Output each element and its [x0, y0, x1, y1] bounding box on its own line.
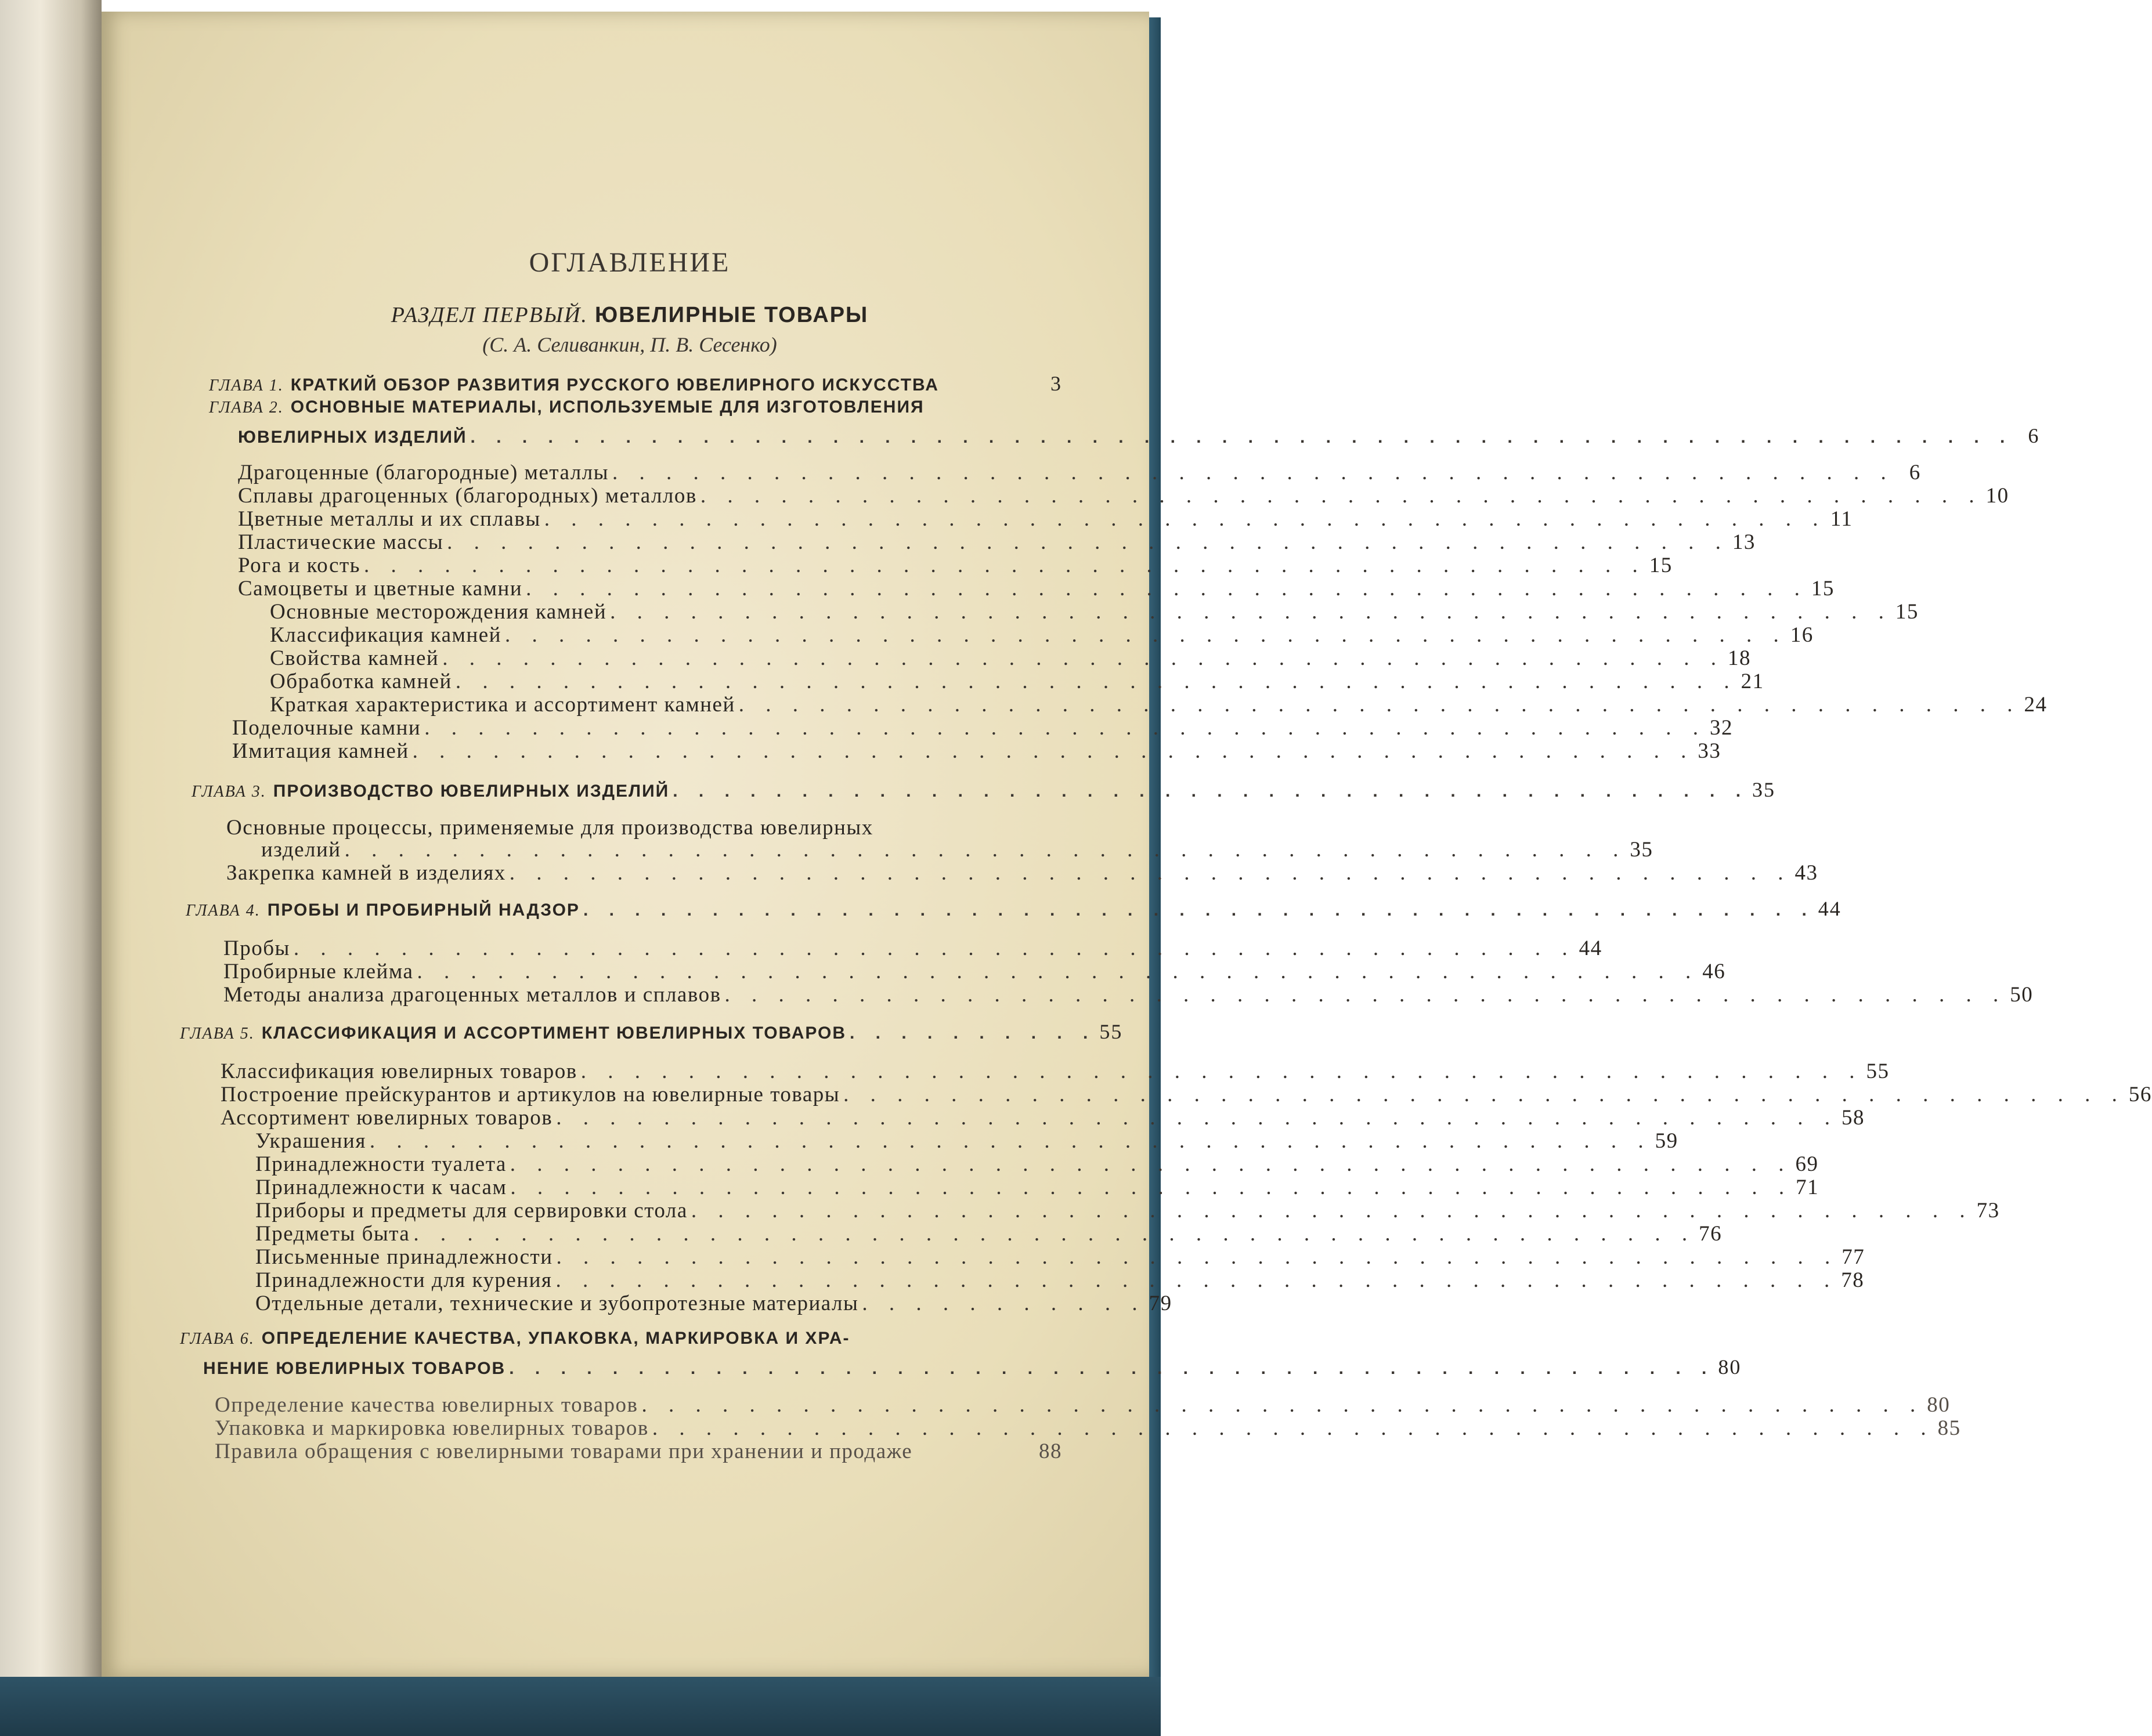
entry-label: Классификация ювелирных товаров — [221, 1059, 577, 1083]
page-number: 59 — [1655, 1129, 1678, 1153]
leader-dots: . . . . . . . . . . . . . . . . . . . . . . . . . . . . . . . . . . . . . . . . . . . . . . . . — [293, 936, 1576, 960]
leader-dots: . . . . . . . . . . — [850, 1023, 1096, 1043]
page-number: 44 — [1579, 936, 1602, 960]
entry-label: Цветные металлы и их сплавы — [238, 507, 541, 531]
toc-entry[interactable] — [255, 1221, 1723, 1246]
page-number: 85 — [1937, 1416, 1961, 1440]
toc-entry[interactable] — [255, 1152, 1819, 1177]
toc-chapter-6-cont[interactable] — [203, 1355, 1742, 1379]
leader-dots: . . . . . . . . . . . . . . . . . . . . . . . . . . . . . . . . . . . . . . . . . . . . . . . . — [738, 693, 2021, 717]
toc-entry[interactable] — [226, 815, 1062, 840]
toc-chapter-4[interactable] — [186, 896, 1842, 921]
entry-label: Принадлежности к часам — [255, 1176, 507, 1199]
toc-entry[interactable] — [255, 1129, 1678, 1153]
leader-dots: . . . . . . . . . . . . . . . . . . . . . . . . . . . . . . . . . . . . . . . . . . . . . . . . — [652, 1416, 1934, 1440]
toc-entry[interactable] — [223, 982, 2034, 1007]
entry-label: Предметы быта — [255, 1222, 410, 1246]
part-authors: (С. А. Селиванкин, П. В. Сесенко) — [482, 333, 777, 356]
toc-chapter-2[interactable] — [209, 397, 1062, 417]
leader-dots: . . . . . . . . . . . . . . . . . . . . . . . . . . . . . . . . . . . . . . . . . . . . . . . . — [556, 1106, 1838, 1130]
entry-label: Рога и кость — [238, 554, 361, 577]
leader-dots: . . . . . . . . . . . . . . . . . . . . . . . . . . . . . . . . . . . . . . . . . . . . . . . . — [424, 716, 1706, 740]
leader-dots: . . . . . . . . . . . . . . . . . . . . . . . . . . . . . . . . . . . . . . . . . . . . . . . . — [555, 1268, 1838, 1292]
entry-label: Краткая характеристика и ассортимент камней — [270, 693, 735, 717]
page-number: 3 — [1050, 372, 1062, 395]
leader-dots: . . . . . . . . . . . . . . . . . . . . . . . . . . . . . . . . . . . . . . . . . . . . . . . . — [700, 484, 1983, 508]
leader-dots: . . . . . . . . . . . . . . . . . . . . . . . . . . . . . . . . . . . . . . . . . . . . . . . . — [556, 1245, 1839, 1269]
part-heading — [180, 302, 1079, 328]
page-number: 76 — [1699, 1222, 1723, 1246]
entry-label: Сплавы драгоценных (благородных) металлов — [238, 484, 697, 508]
toc-entry[interactable] — [270, 669, 1764, 694]
toc-entry[interactable] — [255, 1245, 1865, 1270]
chapter-label: ГЛАВА 3. ПРОИЗВОДСТВО ЮВЕЛИРНЫХ ИЗДЕЛИЙ — [192, 782, 670, 801]
entry-label: Ассортимент ювелирных товаров — [221, 1106, 553, 1130]
toc-chapter-6[interactable] — [180, 1329, 1062, 1348]
entry-label: Принадлежности для курения — [255, 1268, 553, 1292]
page-number: 44 — [1818, 897, 1842, 920]
leader-dots: . . . . . . . . . . . . . . . . . . . . . . . . . . . . . . . . . . . . . . . . . . . . . . . . — [364, 554, 1646, 577]
toc-title: ОГЛАВЛЕНИЕ — [529, 247, 731, 278]
entry-label: Самоцветы и цветные камни — [238, 577, 523, 601]
leader-dots: . . . . . . . . . . . . . . . . . . . . . . . . . . . . . . . . . . . . . . . . . . . . . . . — [509, 1359, 1715, 1378]
page-number: 55 — [1099, 1020, 1123, 1043]
entry-label: Драгоценные (благородные) металлы — [238, 461, 609, 484]
leader-dots: . . . . . . . . . . . . . . . . . . . . . . . . . . . . . . . . . . . . . . . . . . . . . . . . — [526, 577, 1808, 601]
page-number: 71 — [1796, 1176, 1819, 1199]
toc-entry[interactable] — [255, 1268, 1865, 1293]
leader-dots: . . . . . . . . . . . . . . . . . . . . . . . . . . . . . . . . . . . . . . . . . . . . . . . . — [413, 1222, 1696, 1246]
leader-dots: . . . . . . . . . . . . . . . . . . . . . . . . . . . . . . . . . . . . . . . . . . . . . . . . — [369, 1129, 1652, 1153]
leader-dots: . . . . . . . . . . . . . . . . . . . . . . . . . . . . . . . . . . . . . . . . . . . . . . . . — [544, 507, 1826, 531]
page-number: 58 — [1841, 1106, 1865, 1130]
toc-entry[interactable] — [255, 1175, 1819, 1200]
toc-entry[interactable] — [232, 739, 1721, 764]
page-number: 80 — [1927, 1393, 1951, 1417]
entry-label: Пробы — [223, 936, 290, 960]
page-number: 43 — [1794, 861, 1818, 885]
leader-dots: . . . . . . . . . . . . . . . . . . . . . . . . . . . . . . . . . . . . . . . . . . . . . . . . — [447, 530, 1729, 554]
toc-entry[interactable] — [238, 530, 1756, 555]
toc-entry[interactable] — [221, 1059, 1890, 1084]
leader-dots: . . . . . . . . . . . . . . . . . . . . . . . . . . . . . . . . . . . . . . . . . . . . . . . . — [344, 838, 1627, 862]
entry-label: Свойства камней — [270, 646, 439, 670]
page-number: 79 — [1149, 1292, 1172, 1315]
page-number: 73 — [1976, 1199, 2000, 1223]
page-number: 50 — [2010, 983, 2034, 1007]
chapter-label: ГЛАВА 2. ОСНОВНЫЕ МАТЕРИАЛЫ, ИСПОЛЬЗУЕМЫЕ ДЛЯ ИЗГОТОВЛЕНИЯ — [209, 397, 925, 417]
leader-dots: . . . . . . . . . . . . . . . . . . . . . . . . . . . . . . . . . . . . . . . . . . . . . . . . — [455, 670, 1738, 693]
toc-entry[interactable] — [215, 1416, 1961, 1441]
entry-label: Правила обращения с ювелирными товарами при хранении и продаже — [215, 1440, 913, 1463]
entry-label: Имитация камней — [232, 739, 409, 763]
page-number: 6 — [2028, 424, 2040, 447]
entry-label: Приборы и предметы для сервировки стола — [255, 1199, 688, 1223]
leader-dots: . . . . . . . . . . . . . . . . . . . . . . . . . . . . . . . . . . . . . . . . . . . . . . . . — [583, 900, 1815, 920]
entry-label: Упаковка и маркировка ювелирных товаров — [215, 1416, 649, 1440]
entry-label-cont: изделий — [261, 838, 341, 862]
page-number: 56 — [2128, 1083, 2152, 1106]
toc-entry[interactable] — [270, 623, 1814, 648]
leader-dots: . . . . . . . . . . . . . . . . . . . . . . . . . . . . . . . . . . . . . . . . . . . . . . . . — [580, 1059, 1863, 1083]
page-number: 6 — [1909, 461, 1921, 484]
toc-entry[interactable] — [238, 576, 1835, 601]
page-number: 35 — [1752, 778, 1776, 801]
page-number: 11 — [1830, 507, 1853, 531]
page-number: 15 — [1895, 600, 1919, 624]
toc-chapter-5[interactable] — [180, 1019, 1123, 1044]
toc-entry[interactable] — [238, 507, 1853, 531]
toc-entry[interactable] — [255, 1291, 1172, 1316]
toc-entry[interactable] — [270, 599, 1919, 624]
entry-label: Отдельные детали, технические и зубопротезные материалы — [255, 1292, 859, 1315]
chapter-label-cont: ЮВЕЛИРНЫХ ИЗДЕЛИЙ — [238, 428, 467, 447]
leader-dots: . . . . . . . . . . . . . . . . . . . . . . . . . . . . . . . . . . . . . . . . . . . . . . . . — [509, 861, 1792, 885]
chapter-label-cont: НЕНИЕ ЮВЕЛИРНЫХ ТОВАРОВ — [203, 1359, 506, 1378]
page-number: 80 — [1718, 1355, 1742, 1379]
entry-label: Классификация камней — [270, 623, 501, 647]
toc-entry[interactable] — [255, 1198, 2000, 1223]
toc-entry[interactable] — [223, 959, 1726, 984]
page-number: 78 — [1841, 1268, 1865, 1292]
leader-dots: . . . . . . . . . . . . . . . . . . . . . . . . . . . . . . . . . . . . . . . . . . . . . . . . — [724, 983, 2007, 1007]
page-number: 15 — [1649, 554, 1673, 577]
entry-label: Пластические массы — [238, 530, 444, 554]
toc-entry[interactable] — [232, 715, 1733, 740]
entry-label: Методы анализа драгоценных металлов и сплавов — [223, 983, 721, 1007]
chapter-label: ГЛАВА 1. КРАТКИЙ ОБЗОР РАЗВИТИЯ РУССКОГО ЮВЕЛИРНОГО ИСКУССТВА — [209, 375, 939, 395]
leader-dots: . . . . . . . . . . . . . . . . . . . . . . . . . . . . . . . . . . . . . . . . . . . . . . . . — [412, 739, 1695, 763]
page-number: 15 — [1811, 577, 1835, 601]
page-number: 32 — [1709, 716, 1733, 740]
toc-entry[interactable] — [215, 1439, 1062, 1464]
toc-entry[interactable] — [223, 936, 1602, 961]
leader-dots: . . . . . . . . . . . . . . . . . . . . . . . . . . . . . . . . . . . . . . . . . . . . . . . . — [510, 1176, 1793, 1199]
entry-label: Построение прейскурантов и артикулов на ювелирные товары — [221, 1083, 840, 1106]
entry-label: Поделочные камни — [232, 716, 421, 740]
page-number: 16 — [1790, 623, 1814, 647]
leader-dots: . . . . . . . . . . . . . . . . . . . . . . . . . . . . . . . . . . . . . . . . . . . . . . . . . . . . . . . . . . . . — [470, 428, 2013, 447]
toc-entry[interactable] — [221, 1082, 2152, 1107]
entry-label: Пробирные клейма — [223, 960, 414, 983]
toc-entry[interactable] — [238, 483, 2009, 508]
toc-entry-cont[interactable] — [261, 837, 1653, 862]
chapter-label: ГЛАВА 5. КЛАССИФИКАЦИЯ И АССОРТИМЕНТ ЮВЕЛИРНЫХ ТОВАРОВ — [180, 1023, 846, 1043]
leader-dots: . . . . . . . . . . . . . . . . . . . . . . . . . . . . . . . . . . . . . . . . . . . . . . . . — [417, 960, 1699, 983]
leader-dots: . . . . . . . . . . . . . . . . . . . . . . . . . . . . . . . . . . . . . . . . . . . . . . . . — [510, 1152, 1792, 1176]
chapter-label: ГЛАВА 6. ОПРЕДЕЛЕНИЕ КАЧЕСТВА, УПАКОВКА, МАРКИРОВКА И ХРА- — [180, 1329, 850, 1348]
entry-label: Принадлежности туалета — [255, 1152, 507, 1176]
page-number: 88 — [1039, 1440, 1062, 1463]
page-number: 55 — [1866, 1059, 1890, 1083]
entry-label: Основные процессы, применяемые для производства ювелирных — [226, 816, 873, 840]
page-number: 18 — [1727, 646, 1751, 670]
entry-label: Определение качества ювелирных товаров — [215, 1393, 638, 1417]
book-left-edge — [0, 0, 102, 1736]
page-number: 46 — [1702, 960, 1726, 983]
page-number: 21 — [1741, 670, 1764, 693]
page-number: 35 — [1630, 838, 1653, 862]
entry-label: Письменные принадлежности — [255, 1245, 553, 1269]
toc-entry[interactable] — [238, 553, 1673, 578]
toc-entry[interactable] — [238, 460, 1921, 485]
chapter-label: ГЛАВА 4. ПРОБЫ И ПРОБИРНЫЙ НАДЗОР — [186, 900, 580, 920]
leader-dots: . . . . . . . . . . . . . . . . . . . . . . . . . . . . . . . . . . . . . . . . . . — [673, 782, 1749, 801]
toc-entry[interactable] — [270, 646, 1751, 671]
page-number: 69 — [1795, 1152, 1819, 1176]
entry-label: Закрепка камней в изделиях — [226, 861, 506, 885]
part-label: РАЗДЕЛ ПЕРВЫЙ. — [391, 303, 588, 327]
leader-dots: . . . . . . . . . . . . . . . . . . . . . . . . . . . . . . . . . . . . . . . . . . . . . . . . — [504, 623, 1787, 647]
leader-dots: . . . . . . . . . . . — [862, 1292, 1146, 1315]
toc-entry[interactable] — [226, 860, 1818, 885]
page-number: 33 — [1698, 739, 1721, 763]
page-number: 24 — [2024, 693, 2048, 717]
leader-dots: . . . . . . . . . . . . . . . . . . . . . . . . . . . . . . . . . . . . . . . . . . . . . . . . — [691, 1199, 1973, 1223]
page-number: 13 — [1732, 530, 1756, 554]
entry-label: Основные месторождения камней — [270, 600, 607, 624]
part-name: ЮВЕЛИРНЫЕ ТОВАРЫ — [595, 303, 869, 327]
toc-entry[interactable] — [221, 1105, 1865, 1130]
leader-dots: . . . . . . . . . . . . . . . . . . . . . . . . . . . . . . . . . . . . . . . . . . . . . . . . — [843, 1083, 2125, 1106]
book-cover-bottom-edge — [0, 1677, 1161, 1736]
leader-dots: . . . . . . . . . . . . . . . . . . . . . . . . . . . . . . . . . . . . . . . . . . . . . . . . — [610, 600, 1892, 624]
toc-chapter-2-cont[interactable] — [238, 424, 2040, 448]
leader-dots: . . . . . . . . . . . . . . . . . . . . . . . . . . . . . . . . . . . . . . . . . . . . . . . . — [612, 461, 1894, 484]
entry-label: Обработка камней — [270, 670, 452, 693]
page-number: 77 — [1842, 1245, 1865, 1269]
leader-dots: . . . . . . . . . . . . . . . . . . . . . . . . . . . . . . . . . . . . . . . . . . . . . . . . — [641, 1393, 1924, 1417]
toc-chapter-3[interactable] — [192, 777, 1776, 802]
toc-chapter-1[interactable] — [209, 371, 1062, 396]
toc-entry[interactable] — [270, 692, 2048, 717]
leader-dots: . . . . . . . . . . . . . . . . . . . . . . . . . . . . . . . . . . . . . . . . . . . . . . . . — [442, 646, 1724, 670]
page-number: 10 — [1985, 484, 2009, 508]
toc-entry[interactable] — [215, 1393, 1951, 1417]
entry-label: Украшения — [255, 1129, 366, 1153]
